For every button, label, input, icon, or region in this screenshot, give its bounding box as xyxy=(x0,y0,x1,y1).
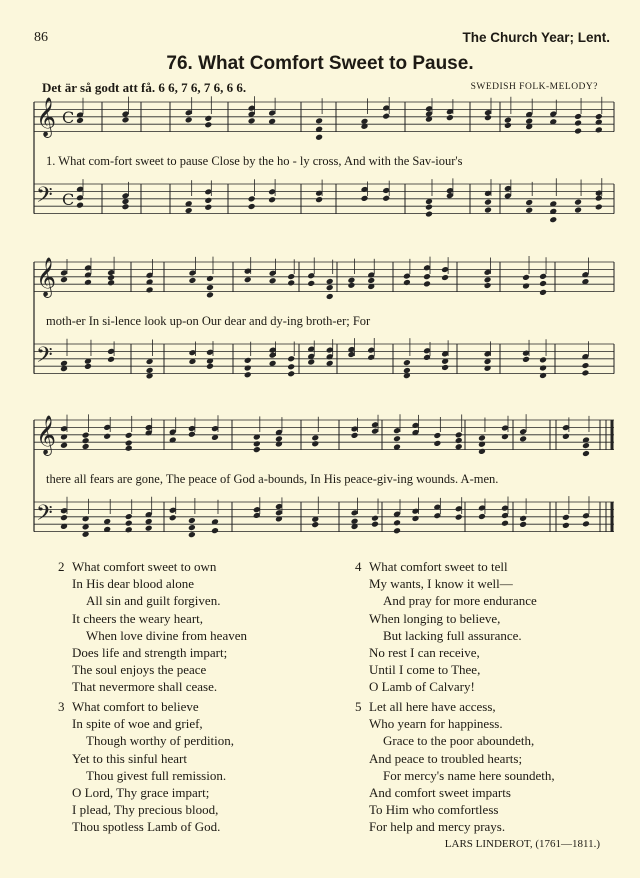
note-head xyxy=(595,203,603,210)
note-head xyxy=(446,114,454,121)
note-head xyxy=(595,126,603,133)
note-head xyxy=(425,204,433,211)
stanza-line: For mercy's name here soundeth, xyxy=(383,767,555,783)
note-head xyxy=(145,525,153,532)
note-head xyxy=(393,527,401,534)
note-head xyxy=(287,279,295,286)
note-head xyxy=(269,277,277,284)
stanza-line: The soul enjoys the peace xyxy=(72,662,207,678)
note-head xyxy=(211,527,219,534)
note-head xyxy=(581,362,589,369)
stanza-line: O Lamb of Calvary! xyxy=(369,679,475,695)
note-head xyxy=(326,284,334,291)
note-head xyxy=(519,521,527,528)
note-head xyxy=(206,363,214,370)
note-head xyxy=(574,120,582,127)
note-head xyxy=(484,282,492,289)
note-head xyxy=(549,216,557,223)
note-head xyxy=(351,518,359,525)
stanza-5 xyxy=(355,698,555,836)
note-head xyxy=(478,448,486,455)
stanza-line: O Lord, Thy grace impart; xyxy=(72,785,210,801)
note-head xyxy=(107,274,115,281)
note-head xyxy=(248,117,256,124)
note-head xyxy=(188,524,196,531)
note-head xyxy=(441,274,449,281)
composer-credit: SWEDISH FOLK-MELODY? xyxy=(470,82,598,92)
stanza-line: Though worthy of perdition, xyxy=(86,733,235,749)
note-head xyxy=(125,445,133,452)
note-head xyxy=(76,202,84,209)
note-head xyxy=(60,276,68,283)
note-head xyxy=(206,284,214,291)
lyric-line-2: moth-er In si-lence look up-on Our dear and dy-ing broth-er; For xyxy=(46,314,371,328)
note-head xyxy=(581,369,589,376)
treble-clef-icon: 𝄞 xyxy=(36,415,57,455)
note-head xyxy=(425,211,433,218)
note-head xyxy=(76,117,84,124)
stanza-line: My wants, I know it well— xyxy=(369,576,513,592)
note-head xyxy=(125,526,133,533)
note-head xyxy=(582,450,590,457)
note-head xyxy=(539,289,547,296)
note-head xyxy=(287,273,295,280)
stanza-line: No rest I can receive, xyxy=(369,645,480,661)
note-head xyxy=(307,280,315,287)
note-head xyxy=(169,514,177,521)
lyric-line-3: there all fears are gone, The peace of God a-bounds, In His peace-giv-ing wounds. A-men. xyxy=(46,472,499,486)
note-head xyxy=(574,199,582,206)
note-head xyxy=(478,434,486,441)
note-head xyxy=(441,364,449,371)
note-head xyxy=(315,134,323,141)
stanza-line: And pray for more endurance xyxy=(383,593,537,609)
note-head xyxy=(244,276,252,283)
note-head xyxy=(287,355,295,362)
stanza-line: I plead, Thy precious blood, xyxy=(72,802,219,818)
stanza-number: 4 xyxy=(355,559,362,574)
stanza-line: Until I come to Thee, xyxy=(369,662,481,678)
note-head xyxy=(484,114,492,121)
note-head xyxy=(562,522,570,529)
treble-clef-icon: 𝄞 xyxy=(36,97,57,137)
note-head xyxy=(244,365,252,372)
note-head xyxy=(539,280,547,287)
note-head xyxy=(574,113,582,120)
common-time-icon: C xyxy=(62,190,75,209)
note-head xyxy=(522,356,530,363)
note-head xyxy=(455,514,463,521)
stanza-line: To Him who comfortless xyxy=(369,802,499,818)
stanza-line: In spite of woe and grief, xyxy=(72,716,203,732)
bass-clef-icon: 𝄢 xyxy=(36,501,53,531)
note-head xyxy=(455,431,463,438)
note-head xyxy=(371,515,379,522)
note-head xyxy=(562,514,570,521)
note-head xyxy=(574,207,582,214)
note-head xyxy=(248,203,256,210)
stanza-line: Let all here have access, xyxy=(369,699,496,714)
note-head xyxy=(361,118,369,125)
note-head xyxy=(204,121,212,128)
stanza-line: What comfort sweet to own xyxy=(72,559,217,574)
note-head xyxy=(311,521,319,528)
note-head xyxy=(125,513,133,520)
stanza-line: Grace to the poor aboundeth, xyxy=(383,733,535,749)
note-head xyxy=(60,442,68,449)
note-head xyxy=(423,280,431,287)
note-head xyxy=(504,117,512,124)
note-head xyxy=(188,517,196,524)
note-head xyxy=(525,207,533,214)
stanza-line: And comfort sweet imparts xyxy=(369,785,511,801)
note-head xyxy=(501,520,509,527)
note-head xyxy=(393,519,401,526)
note-head xyxy=(403,367,411,374)
note-head xyxy=(311,434,319,441)
stanza-number: 2 xyxy=(58,559,65,574)
note-head xyxy=(204,204,212,211)
note-head xyxy=(287,363,295,370)
note-head xyxy=(185,207,193,214)
stanza-line: Does life and strength impart; xyxy=(72,645,228,661)
note-head xyxy=(412,515,420,522)
note-head xyxy=(522,283,530,290)
note-head xyxy=(403,279,411,286)
note-head xyxy=(582,520,590,527)
note-head xyxy=(103,433,111,440)
note-head xyxy=(60,360,68,367)
note-head xyxy=(347,277,355,284)
stanza-line: And peace to troubled hearts; xyxy=(369,750,523,766)
note-head xyxy=(60,514,68,521)
note-head xyxy=(326,360,334,367)
note-head xyxy=(311,440,319,447)
note-head xyxy=(367,277,375,284)
note-head xyxy=(84,279,92,286)
note-head xyxy=(525,118,533,125)
stanza-line: What comfort sweet to tell xyxy=(369,559,508,574)
note-head xyxy=(393,435,401,442)
note-head xyxy=(539,364,547,371)
note-head xyxy=(371,521,379,528)
note-head xyxy=(82,443,90,450)
note-head xyxy=(188,531,196,538)
note-head xyxy=(595,113,603,120)
stanza-2 xyxy=(58,558,247,696)
note-head xyxy=(244,357,252,364)
note-head xyxy=(326,293,334,300)
stanza-line: Who yearn for happiness. xyxy=(369,716,503,732)
note-head xyxy=(455,437,463,444)
bass-clef-icon: 𝄢 xyxy=(36,343,53,373)
note-head xyxy=(206,275,214,282)
note-head xyxy=(253,440,261,447)
note-head xyxy=(287,370,295,377)
note-head xyxy=(315,117,323,124)
stanza-line: When longing to believe, xyxy=(369,610,501,626)
note-head xyxy=(574,128,582,135)
note-head xyxy=(146,286,154,293)
note-head xyxy=(501,433,509,440)
note-head xyxy=(403,359,411,366)
note-head xyxy=(539,356,547,363)
common-time-icon: C xyxy=(62,108,75,127)
note-head xyxy=(268,196,276,203)
note-head xyxy=(347,282,355,289)
note-head xyxy=(82,437,90,444)
lyric-line-1: 1. What com-fort sweet to pause Close by the ho - ly cross, And with the Sav-iour's xyxy=(46,154,463,168)
note-head xyxy=(519,515,527,522)
note-head xyxy=(188,277,196,284)
note-head xyxy=(185,116,193,123)
hymn-title: 76. What Comfort Sweet to Pause. xyxy=(166,53,474,74)
stanza-line: Thou givest full remission. xyxy=(86,767,227,783)
author-attribution: LARS LINDEROT, (1761—1811.) xyxy=(444,838,600,850)
note-head xyxy=(484,276,492,283)
stanza-line: When love divine from heaven xyxy=(86,627,247,643)
note-head xyxy=(582,442,590,449)
note-head xyxy=(525,199,533,206)
note-head xyxy=(455,443,463,450)
note-head xyxy=(204,197,212,204)
note-head xyxy=(433,440,441,447)
stanza-line: In His dear blood alone xyxy=(72,576,195,592)
note-head xyxy=(562,433,570,440)
note-head xyxy=(478,513,486,520)
stanza-number: 3 xyxy=(58,699,65,714)
bass-clef-icon: 𝄢 xyxy=(36,183,53,213)
note-head xyxy=(125,432,133,439)
note-head xyxy=(248,195,256,202)
note-head xyxy=(275,441,283,448)
stanza-4 xyxy=(355,558,537,696)
note-head xyxy=(146,367,154,374)
stanza-line: That nevermore shall cease. xyxy=(72,679,218,695)
note-head xyxy=(122,203,130,210)
stanza-line: But lacking full assurance. xyxy=(383,627,522,643)
note-head xyxy=(125,520,133,527)
treble-clef-icon: 𝄞 xyxy=(36,257,57,297)
note-head xyxy=(275,435,283,442)
note-head xyxy=(484,199,492,206)
stanza-3 xyxy=(58,698,234,836)
stanza-line: What comfort to believe xyxy=(72,699,199,714)
note-head xyxy=(107,356,115,363)
stanza-line: For help and mercy prays. xyxy=(369,819,506,835)
note-head xyxy=(484,207,492,214)
stanza-line: It cheers the weary heart, xyxy=(72,610,204,626)
note-head xyxy=(107,279,115,286)
note-head xyxy=(423,273,431,280)
note-head xyxy=(307,359,315,366)
note-head xyxy=(82,432,90,439)
note-head xyxy=(504,122,512,129)
note-head xyxy=(539,372,547,379)
stanza-line: Thou spotless Lamb of God. xyxy=(72,819,221,835)
stanza-line: Yet to this sinful heart xyxy=(72,750,187,766)
note-head xyxy=(206,291,214,298)
note-head xyxy=(125,440,133,447)
note-head xyxy=(433,432,441,439)
note-head xyxy=(253,446,261,453)
note-head xyxy=(244,371,252,378)
note-head xyxy=(522,274,530,281)
tune-meter: Det är så godt att få. 6 6, 7 6, 7 6, 6 6. xyxy=(42,80,247,95)
note-head xyxy=(84,363,92,370)
page-number: 86 xyxy=(34,30,48,45)
note-head xyxy=(351,432,359,439)
note-head xyxy=(122,116,130,123)
note-head xyxy=(315,196,323,203)
note-head xyxy=(82,515,90,522)
stanza-line: All sin and guilt forgiven. xyxy=(86,593,221,609)
note-head xyxy=(204,115,212,122)
stanza-number: 5 xyxy=(355,699,362,714)
section-heading: The Church Year; Lent. xyxy=(462,30,610,45)
note-head xyxy=(519,435,527,442)
